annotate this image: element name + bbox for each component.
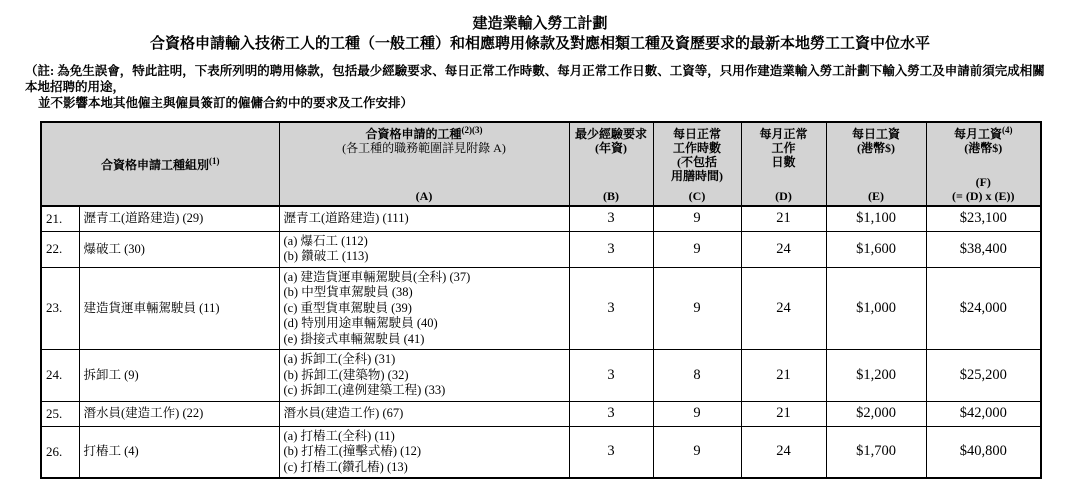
monthly-wage-cell: $42,000 [926,401,1041,426]
min-experience-cell: 3 [569,267,653,350]
eligible-trades-cell [279,267,569,350]
trade-line: (c) 拆卸工(違例建築工程) (33) [283,383,446,397]
header-daily-hours-line2: 工作時數 [673,141,722,155]
trade-line: (d) 特別用途車輛駕駛員 (40) [283,316,438,330]
header-min-experience-line2: (年資) [595,141,627,155]
trade-line: (a) 爆石工 (112) [283,233,368,248]
header-daily-wage [826,122,926,206]
monthly-wage-cell: $40,800 [926,426,1041,478]
header-letter-f: (F) [975,175,991,189]
daily-wage-cell: $1,700 [826,426,926,478]
page-title: 建造業輸入勞工計劃 [472,16,608,32]
trade-line: (b) 鑽破工 (113) [283,249,369,263]
header-trade-group-sup: (1) [209,156,220,166]
table-row [41,426,1041,478]
table-row [41,231,1041,267]
header-eligible-trades-note: (各工種的職務範圍詳見附錄 A) [342,141,506,155]
header-monthly-wage-line2: (港幣$) [964,141,1003,155]
header-daily-hours-line3: (不包括 [677,155,718,169]
page-subtitle: 合資格申請輸入技術工人的工種（一般工種）和相應聘用條款及對應相類工種及資歷要求的最新本地勞工工資中位水平 [149,36,930,52]
row-number-cell: 22. [41,231,79,267]
daily-wage-cell: $1,600 [826,231,926,267]
monthly-days-cell: 24 [741,426,826,478]
monthly-days-cell: 21 [741,206,826,231]
footnote-line-2: 並不影響本地其他僱主與僱員簽訂的僱傭合約中的要求及工作安排） [38,96,414,110]
header-daily-hours-line1: 每日正常 [673,127,722,141]
row-number-cell: 21. [41,206,79,231]
trade-group-cell: 瀝青工(道路建造) (29) [79,206,279,231]
daily-hours-cell: 9 [653,231,741,267]
header-letter-a: (A) [415,189,433,203]
trade-group-cell: 打樁工 (4) [79,426,279,478]
min-experience-cell: 3 [569,206,653,231]
row-number-cell: 25. [41,401,79,426]
header-letter-e: (E) [868,189,885,203]
monthly-wage-cell: $25,200 [926,350,1041,402]
daily-hours-cell: 9 [653,401,741,426]
header-daily-wage-line2: (港幣$) [857,141,895,155]
header-daily-hours-line4: 用膳時間) [671,169,724,183]
min-experience-cell: 3 [569,426,653,478]
header-trade-group-label: 合資格申請工種組別 [101,158,210,172]
daily-hours-cell: 8 [653,350,741,402]
daily-wage-cell: $1,000 [826,267,926,350]
header-monthly-days-line3: 日數 [771,155,796,169]
header-min-experience-line1: 最少經驗要求 [575,127,648,141]
wage-table [40,121,1042,479]
footnote-line-1: （註: 為免生誤會，特此註明，下表所列明的聘用條款，包括最少經驗要求、每日正常工作時數、每月正常工作日數、工資等，只用作建造業輸入勞工計劃下輸入勞工及申請前須完成相關本地招聘的用途， [25,64,1045,94]
table-row [41,350,1041,402]
trade-line: 瀝青工(道路建造) (111) [283,211,409,225]
table-row [41,206,1041,231]
trade-line: (a) 拆卸工(全科) (31) [283,352,396,366]
header-daily-hours [653,122,741,206]
min-experience-cell: 3 [569,231,653,267]
header-letter-c: (C) [688,189,706,203]
header-eligible-trades-label: 合資格申請的工種 [365,127,462,141]
table-header [41,122,1041,206]
trade-line: (c) 重型貨車駕駛員 (39) [283,300,412,315]
eligible-trades-cell [279,401,569,426]
header-monthly-wage-label: 每月工資 [954,127,1003,141]
min-experience-cell: 3 [569,350,653,402]
header-monthly-days-line1: 每月正常 [759,127,808,141]
trade-line: (b) 中型貨車駕駛員 (38) [283,285,413,299]
trade-line: (b) 打樁工(撞擊式樁) (12) [283,444,421,458]
row-number-cell: 23. [41,267,79,350]
row-number-cell: 26. [41,426,79,478]
header-min-experience [569,122,653,206]
header-eligible-trades-sup: (2)(3) [461,125,483,135]
header-eligible-trades [279,122,569,206]
trade-group-cell: 潛水員(建造工作) (22) [79,401,279,426]
eligible-trades-cell [279,206,569,231]
table-row [41,401,1041,426]
daily-hours-cell: 9 [653,267,741,350]
trade-line: 潛水員(建造工作) (67) [283,405,404,420]
monthly-days-cell: 21 [741,401,826,426]
daily-wage-cell: $2,000 [826,401,926,426]
row-number-cell: 24. [41,350,79,402]
monthly-days-cell: 21 [741,350,826,402]
footnote-block [25,63,1052,111]
trade-group-cell: 拆卸工 (9) [79,350,279,402]
eligible-trades-cell [279,350,569,402]
header-daily-wage-line1: 每日工資 [852,127,901,141]
monthly-days-cell: 24 [741,267,826,350]
trade-line: (a) 建造貨運車輛駕駛員(全科) (37) [283,269,471,284]
monthly-days-cell: 24 [741,231,826,267]
eligible-trades-cell [279,426,569,478]
header-monthly-wage-sup: (4) [1002,125,1013,135]
header-trade-group [41,122,279,206]
monthly-wage-cell: $24,000 [926,267,1041,350]
header-monthly-days [741,122,826,206]
header-letter-b: (B) [603,189,620,203]
trade-line: (e) 掛接式車輛駕駛員 (41) [283,331,425,346]
trade-line: (c) 打樁工(鑽孔樁) (13) [283,459,408,474]
table-row [41,267,1041,350]
header-monthly-wage [926,122,1041,206]
trade-group-cell: 爆破工 (30) [79,231,279,267]
trade-line: (b) 拆卸工(建築物) (32) [283,367,409,382]
trade-group-cell: 建造貨運車輛駕駛員 (11) [79,267,279,350]
daily-wage-cell: $1,200 [826,350,926,402]
daily-hours-cell: 9 [653,206,741,231]
min-experience-cell: 3 [569,401,653,426]
header-letter-d: (D) [775,189,792,203]
daily-wage-cell: $1,100 [826,206,926,231]
eligible-trades-cell [279,231,569,267]
monthly-wage-cell: $23,100 [926,206,1041,231]
daily-hours-cell: 9 [653,426,741,478]
table-body [41,206,1041,478]
header-formula-f: (= (D) x (E)) [952,189,1015,203]
monthly-wage-cell: $38,400 [926,231,1041,267]
trade-line: (a) 打樁工(全科) (11) [283,428,395,443]
header-monthly-days-line2: 工作 [771,141,796,155]
